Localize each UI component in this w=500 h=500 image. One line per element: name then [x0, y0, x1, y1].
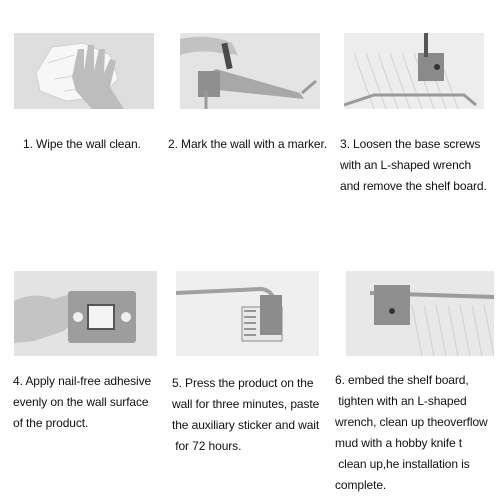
caption-line: 1. Wipe the wall clean. — [23, 137, 141, 151]
step-2-photo — [180, 33, 320, 109]
wipe-wall-illustration — [14, 33, 154, 109]
mark-wall-illustration — [180, 33, 320, 109]
wrench-shape — [424, 33, 428, 57]
step-3-caption — [340, 134, 487, 197]
step-5-caption — [172, 373, 319, 457]
apply-adhesive-illustration — [14, 271, 157, 356]
step-1-photo — [14, 33, 154, 109]
step-3-photo — [344, 33, 484, 109]
step-6-caption — [335, 370, 488, 496]
caption-line: of the product. — [13, 416, 89, 430]
caption-line: tighten with an L-shaped — [335, 394, 467, 408]
step-6-photo — [346, 271, 494, 356]
embed-shelf-illustration — [346, 271, 494, 356]
caption-line: complete. — [335, 478, 387, 492]
caption-line: 2. Mark the wall with a marker. — [168, 137, 327, 151]
caption-line: clean up,he installation is — [335, 457, 470, 471]
caption-line: for 72 hours. — [172, 439, 242, 453]
step-5-photo — [176, 271, 319, 356]
bracket-shape — [418, 53, 444, 81]
bracket-shape — [198, 71, 220, 97]
adhesive-pad-shape — [88, 305, 114, 329]
caption-line: 6. embed the shelf board, — [335, 373, 469, 387]
bracket-shape — [260, 295, 282, 335]
step-2-caption — [168, 134, 327, 155]
caption-line: wall for three minutes, paste — [172, 397, 320, 411]
caption-line: 4. Apply nail-free adhesive — [13, 374, 152, 388]
caption-line: and remove the shelf board. — [340, 179, 487, 193]
caption-line: with an L-shaped wrench — [340, 158, 472, 172]
step-1-caption — [23, 134, 141, 155]
press-product-illustration — [176, 271, 319, 356]
step-4-photo — [14, 271, 157, 356]
step-4-caption — [13, 371, 151, 434]
caption-line: wrench, clean up theoverflow — [335, 415, 488, 429]
caption-line: 3. Loosen the base screws — [340, 137, 481, 151]
caption-line: the auxiliary sticker and wait — [172, 418, 320, 432]
caption-line: evenly on the wall surface — [13, 395, 149, 409]
bracket-shape — [374, 285, 410, 325]
loosen-screws-illustration — [344, 33, 484, 109]
caption-line: 5. Press the product on the — [172, 376, 314, 390]
caption-line: mud with a hobby knife t — [335, 436, 463, 450]
